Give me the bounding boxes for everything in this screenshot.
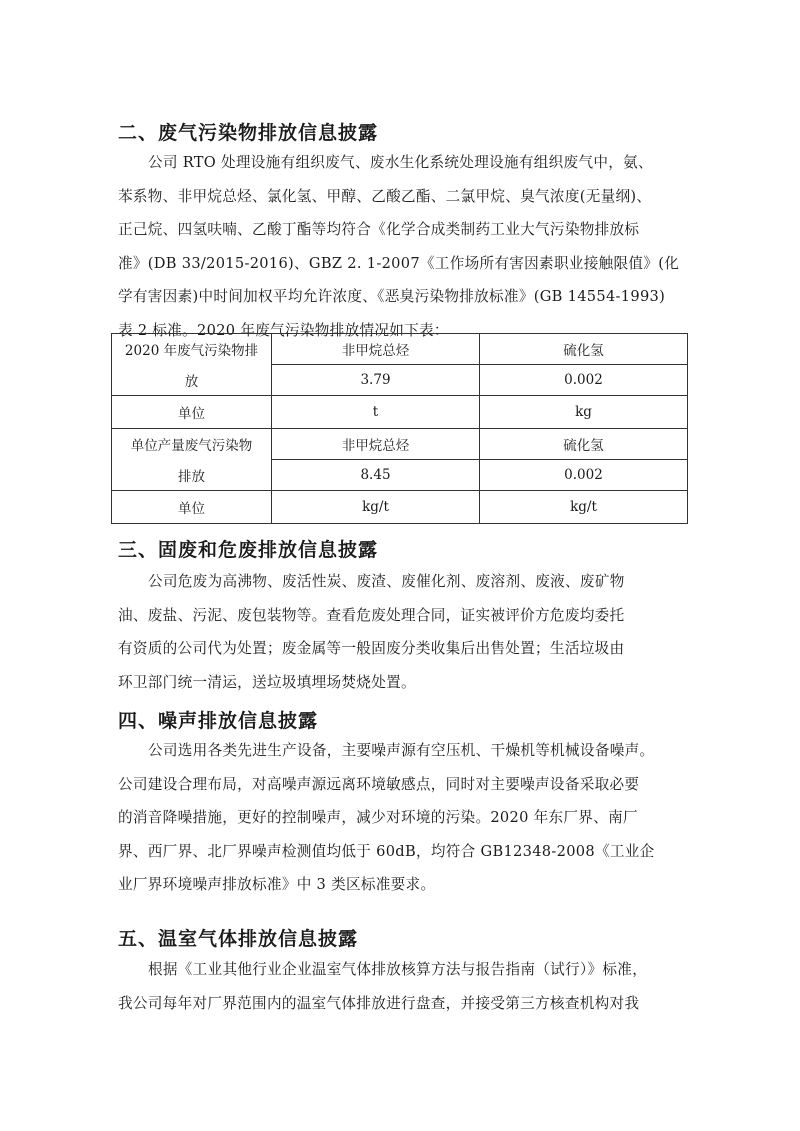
section-heading-exhaust: 二、废气污染物排放信息披露 (118, 122, 379, 144)
table-row (112, 396, 688, 429)
section-paragraph-greenhouse (118, 953, 688, 1020)
paragraph-line: 公司建设合理布局，对高噪声源远离环境敏感点，同时对主要噪声设备采取必要 (118, 775, 640, 793)
intensity-label-bottom: 排放 (112, 460, 272, 491)
paragraph-line: 根据《工业其他行业企业温室气体排放核算方法与报告指南（试行）》标准， (148, 961, 648, 978)
unit-label: 单位 (112, 396, 272, 429)
intensity-col1-header: 非甲烷总烃 (272, 429, 480, 460)
paragraph-line: 公司选用各类先进生产设备，主要噪声源有空压机、干燥机等机械设备噪声。 (148, 742, 655, 759)
total-col2-unit: kg (480, 396, 688, 429)
total-col2-value: 0.002 (480, 365, 688, 396)
paragraph-line: 公司危废为高沸物、废活性炭、废渣、废催化剂、废溶剂、废液、废矿物 (148, 573, 625, 590)
total-emission-label-bottom: 放 (112, 365, 272, 396)
intensity-col1-value: 8.45 (272, 460, 480, 491)
total-emission-label-top: 2020 年废气污染物排 (112, 334, 272, 365)
table-row (112, 334, 688, 365)
paragraph-line: 准》(DB 33/2015-2016)、GBZ 2. 1-2007《工作场所有害因素职业接触限值》(化 (118, 254, 680, 272)
section-paragraph-solid-waste (118, 565, 688, 699)
section-heading-greenhouse: 五、温室气体排放信息披露 (118, 928, 359, 950)
section-paragraph-noise (118, 734, 688, 902)
paragraph-line: 有资质的公司代为处置；废金属等一般固废分类收集后出售处置；生活垃圾由 (118, 640, 625, 657)
intensity-col2-header: 硫化氢 (480, 429, 688, 460)
section-heading-solid-waste: 三、固废和危废排放信息披露 (118, 539, 379, 561)
emissions-table (111, 333, 688, 524)
paragraph-line: 苯系物、非甲烷总烃、氯化氢、甲醇、乙酸乙酯、二氯甲烷、臭气浓度(无量纲)、 (118, 187, 652, 205)
table-row (112, 429, 688, 460)
section-heading-noise: 四、噪声排放信息披露 (118, 710, 319, 732)
intensity-label-top: 单位产量废气污染物 (112, 429, 272, 460)
paragraph-line: 正己烷、四氢呋喃、乙酸丁酯等均符合《化学合成类制药工业大气污染物排放标 (118, 221, 640, 238)
intensity-unit-label: 单位 (112, 491, 272, 524)
table-row (112, 365, 688, 396)
paragraph-line: 学有害因素)中时间加权平均允许浓度、《恶臭污染物排放标准》(GB 14554-1993) (118, 288, 666, 305)
intensity-col2-value: 0.002 (480, 460, 688, 491)
paragraph-line: 表 2 标准。2020 年废气污染物排放情况如下表： (118, 321, 449, 339)
intensity-col2-unit: kg/t (480, 491, 688, 524)
col2-header: 硫化氢 (480, 334, 688, 365)
total-col1-value: 3.79 (272, 365, 480, 396)
paragraph-line: 油、废盐、污泥、废包装物等。查看危废处理合同，证实被评价方危废均委托 (118, 606, 625, 624)
paragraph-line: 的消音降噪措施，更好的控制噪声，减少对环境的污染。2020 年东厂界、南厂 (118, 809, 638, 826)
paragraph-line: 我公司每年对厂界范围内的温室气体排放进行盘查，并接受第三方核查机构对我 (118, 994, 640, 1012)
intensity-col1-unit: kg/t (272, 491, 480, 524)
section-paragraph-exhaust (118, 146, 688, 347)
total-col1-unit: t (272, 396, 480, 429)
paragraph-line: 界、西厂界、北厂界噪声检测值均低于 60dB，均符合 GB12348-2008《工业企 (118, 842, 655, 860)
paragraph-line: 环卫部门统一清运，送垃圾填埋场焚烧处置。 (118, 673, 416, 691)
col1-header: 非甲烷总烃 (272, 334, 480, 365)
paragraph-line: 公司 RTO 处理设施有组织废气、废水生化系统处理设施有组织废气中，氨、 (148, 154, 653, 171)
paragraph-line: 业厂界环境噪声排放标准》中 3 类区标准要求。 (118, 876, 436, 893)
table-row (112, 460, 688, 491)
table-row (112, 491, 688, 524)
